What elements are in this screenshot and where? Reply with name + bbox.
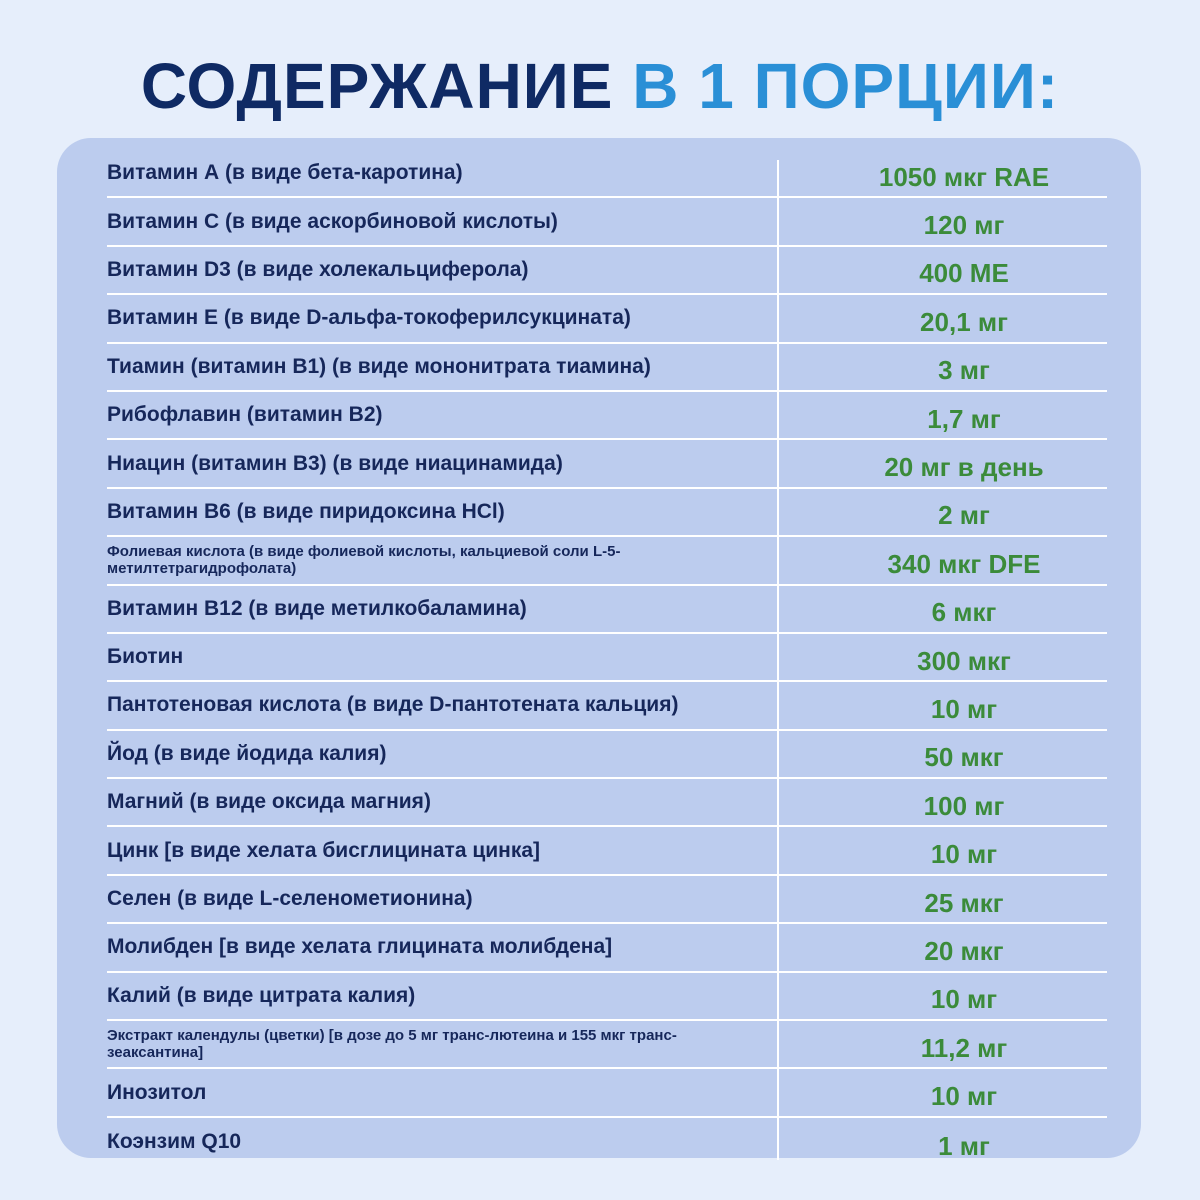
nutrient-value: 340 мкг DFE <box>887 548 1041 579</box>
nutrient-value: 2 мг <box>938 500 990 531</box>
nutrient-value: 10 мг <box>930 839 998 870</box>
table-row <box>107 1118 1107 1166</box>
nutrient-value: 400 МЕ <box>919 258 1009 289</box>
nutrient-value: 1 мг <box>938 1130 990 1161</box>
table-row <box>107 634 1107 682</box>
nutrient-name: Пантотеновая кислота (в виде D-пантотената кальция) <box>107 693 679 717</box>
nutrient-value: 20 мг в день <box>884 452 1044 483</box>
nutrient-value: 3 мг <box>938 355 990 386</box>
nutrient-value: 1,7 мг <box>927 403 1001 434</box>
table-row <box>107 440 1107 488</box>
table-row <box>107 827 1107 875</box>
nutrient-name: Коэнзим Q10 <box>107 1130 242 1153</box>
nutrient-value: 20 мкг <box>924 935 1004 966</box>
title-part-2: В 1 ПОРЦИИ: <box>632 50 1060 122</box>
nutrient-name: Витамин В6 (в виде пиридоксина HCl) <box>107 499 505 523</box>
nutrient-value: 10 мг <box>930 984 998 1015</box>
table-row <box>107 489 1107 537</box>
nutrient-name: Цинк [в виде хелата бисглицината цинка] <box>107 838 541 862</box>
table-row <box>107 295 1107 343</box>
nutrient-name: Фолиевая кислота (в виде фолиевой кислоты, кальциевой соли L-5-метилтетрагидрофолата) <box>107 543 621 578</box>
nutrient-name: Тиамин (витамин В1) (в виде мононитрата тиамина) <box>107 354 651 378</box>
title-part-1: СОДЕРЖАНИЕ <box>140 50 633 122</box>
table-row <box>107 198 1107 246</box>
nutrient-name: Витамин В12 (в виде метилкобаламина) <box>107 596 527 620</box>
table-row <box>107 924 1107 972</box>
page-title <box>0 46 1200 126</box>
nutrition-table <box>107 150 1107 1166</box>
nutrient-name: Калий (в виде цитрата калия) <box>107 983 416 1007</box>
table-row <box>107 779 1107 827</box>
table-row <box>107 1021 1107 1069</box>
table-row <box>107 344 1107 392</box>
table-row <box>107 586 1107 634</box>
nutrient-value: 1050 мкг RAE <box>878 161 1050 192</box>
nutrient-name: Молибден [в виде хелата глицината молибдена] <box>107 935 613 959</box>
table-row <box>107 876 1107 924</box>
nutrient-value: 10 мг <box>930 693 998 724</box>
nutrient-name: Селен (в виде L-селенометионина) <box>107 887 473 911</box>
table-row <box>107 392 1107 440</box>
nutrient-name: Витамин D3 (в виде холекальциферола) <box>107 257 529 281</box>
nutrient-value: 50 мкг <box>924 742 1004 773</box>
nutrient-name: Рибофлавин (витамин В2) <box>107 403 383 427</box>
nutrient-value: 300 мкг <box>917 645 1011 676</box>
table-row <box>107 150 1107 198</box>
nutrient-name: Магний (в виде оксида магния) <box>107 790 431 814</box>
nutrient-name: Ниацин (витамин В3) (в виде ниацинамида) <box>107 451 563 475</box>
nutrient-value: 10 мг <box>930 1081 998 1112</box>
nutrient-value: 6 мкг <box>931 597 997 628</box>
nutrient-name: Инозитол <box>107 1080 207 1104</box>
table-row <box>107 1069 1107 1117</box>
nutrient-value: 11,2 мг <box>920 1032 1008 1063</box>
nutrient-value: 100 мг <box>923 790 1005 821</box>
table-row <box>107 731 1107 779</box>
nutrient-name: Витамин Е (в виде D-альфа-токоферилсукцината) <box>107 306 631 330</box>
nutrient-name: Витамин С (в виде аскорбиновой кислоты) <box>107 209 558 233</box>
nutrient-name: Витамин А (в виде бета-каротина) <box>107 161 463 185</box>
nutrient-value: 25 мкг <box>924 887 1004 918</box>
table-row <box>107 247 1107 295</box>
nutrition-card <box>57 138 1141 1161</box>
table-row <box>107 537 1107 585</box>
nutrient-name: Биотин <box>107 645 184 669</box>
table-row <box>107 682 1107 730</box>
nutrient-name: Экстракт календулы (цветки) [в дозе до 5 мг транс-лютеина и 155 мкг транс-зеаксантина] <box>107 1027 677 1062</box>
nutrient-name: Йод (в виде йодида калия) <box>107 741 387 765</box>
nutrient-value: 120 мг <box>923 210 1005 241</box>
nutrient-value: 20,1 мг <box>920 306 1008 337</box>
table-row <box>107 973 1107 1021</box>
